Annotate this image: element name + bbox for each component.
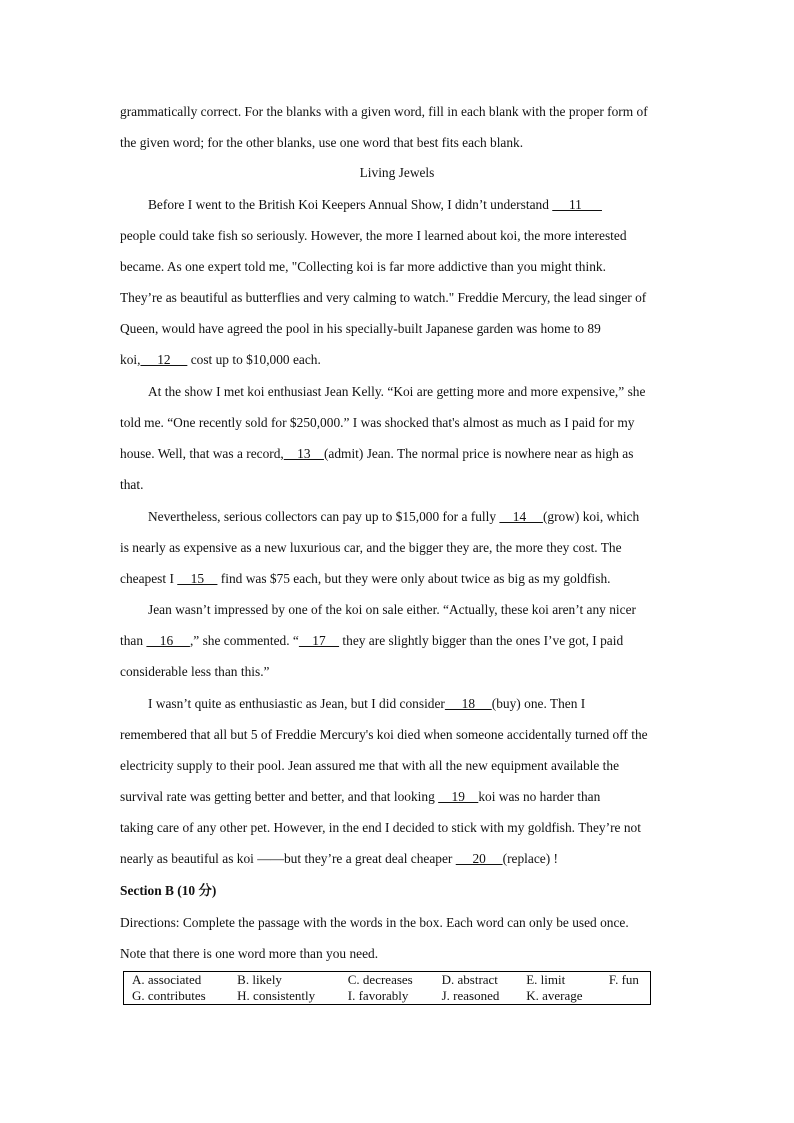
blank-14: 14 [499, 509, 543, 524]
blank-20: 20 [455, 851, 503, 866]
passage-line: nearly as beautiful as koi ——but they’re a great deal cheaper 20 (replace) ! [120, 851, 558, 866]
word-option: G. contributes [132, 988, 206, 1003]
blank-11: 11 [552, 197, 602, 212]
passage-line: considerable less than this.” [120, 664, 270, 679]
blank-18: 18 [444, 696, 492, 711]
blank-12: 12 [140, 352, 188, 367]
word-option: C. decreases [347, 972, 413, 987]
passage-line: Jean wasn’t impressed by one of the koi on sale either. “Actually, these koi aren’t any nicer [148, 602, 636, 617]
word-box-row-2 [124, 988, 651, 1005]
section-b-heading: Section B (10 分) [120, 883, 217, 898]
blank-13: 13 [283, 446, 324, 461]
passage-line: Nevertheless, serious collectors can pay up to $15,000 for a fully 14 (grow) koi, which [148, 509, 640, 524]
blank-15: 15 [177, 571, 218, 586]
passage-line: people could take fish so seriously. However, the more I learned about koi, the more interested [120, 228, 627, 243]
word-option: A. associated [132, 972, 202, 987]
word-box [123, 971, 651, 1005]
passage-line: At the show I met koi enthusiast Jean Kelly. “Koi are getting more and more expensive,” she [148, 384, 646, 399]
passage-line: cheapest I 15 find was $75 each, but they were only about twice as big as my goldfish. [120, 571, 611, 586]
passage-line: I wasn’t quite as enthusiastic as Jean, but I did consider 18 (buy) one. Then I [148, 696, 586, 711]
word-option: B. likely [237, 972, 282, 987]
word-option: I. favorably [347, 988, 409, 1003]
passage-line: Before I went to the British Koi Keepers Annual Show, I didn’t understand 11 [148, 197, 602, 212]
blank-16: 16 [146, 633, 190, 648]
passage-line: that. [120, 477, 144, 492]
passage-line: remembered that all but 5 of Freddie Mercury's koi died when someone accidentally turned off the [120, 727, 648, 742]
passage-line: taking care of any other pet. However, in the end I decided to stick with my goldfish. They’re not [120, 820, 641, 835]
intro-line-1: grammatically correct. For the blanks with a given word, fill in each blank with the proper form of [120, 104, 648, 119]
intro-line-2: the given word; for the other blanks, use one word that best fits each blank. [120, 135, 524, 150]
passage-line: koi, 12 cost up to $10,000 each. [120, 352, 321, 367]
word-option: H. consistently [237, 988, 316, 1003]
word-option: F. fun [608, 972, 639, 987]
passage-line: electricity supply to their pool. Jean assured me that with all the new equipment available the [120, 758, 620, 773]
passage-line: is nearly as expensive as a new luxurious car, and the bigger they are, the more they cost. The [120, 540, 622, 555]
passage-line: They’re as beautiful as butterflies and very calming to watch." Freddie Mercury, the lead singer of [120, 290, 647, 305]
word-option: K. average [526, 988, 583, 1003]
passage-line: than 16 ,” she commented. “ 17 they are slightly bigger than the ones I’ve got, I paid [120, 633, 624, 648]
passage-line: told me. “One recently sold for $250,000.” I was shocked that's almost as much as I paid for my [120, 415, 635, 430]
blank-17: 17 [298, 633, 340, 648]
passage-line: Queen, would have agreed the pool in his specially-built Japanese garden was home to 89 [120, 321, 601, 336]
passage-line: house. Well, that was a record, 13 (admit) Jean. The normal price is nowhere near as high as [120, 446, 634, 461]
passage-line: became. As one expert told me, "Collecting koi is far more addictive than you might think. [120, 259, 606, 274]
word-option: J. reasoned [441, 988, 500, 1003]
word-option: E. limit [526, 972, 566, 987]
word-option: D. abstract [441, 972, 498, 987]
word-box-row-1 [124, 972, 651, 989]
directions-line-2: Note that there is one word more than you need. [120, 946, 379, 961]
directions-line-1: Directions: Complete the passage with the words in the box. Each word can only be used once. [120, 915, 629, 930]
passage-line: survival rate was getting better and better, and that looking 19 koi was no harder than [120, 789, 601, 804]
passage-title: Living Jewels [359, 165, 435, 180]
blank-19: 19 [438, 789, 479, 804]
